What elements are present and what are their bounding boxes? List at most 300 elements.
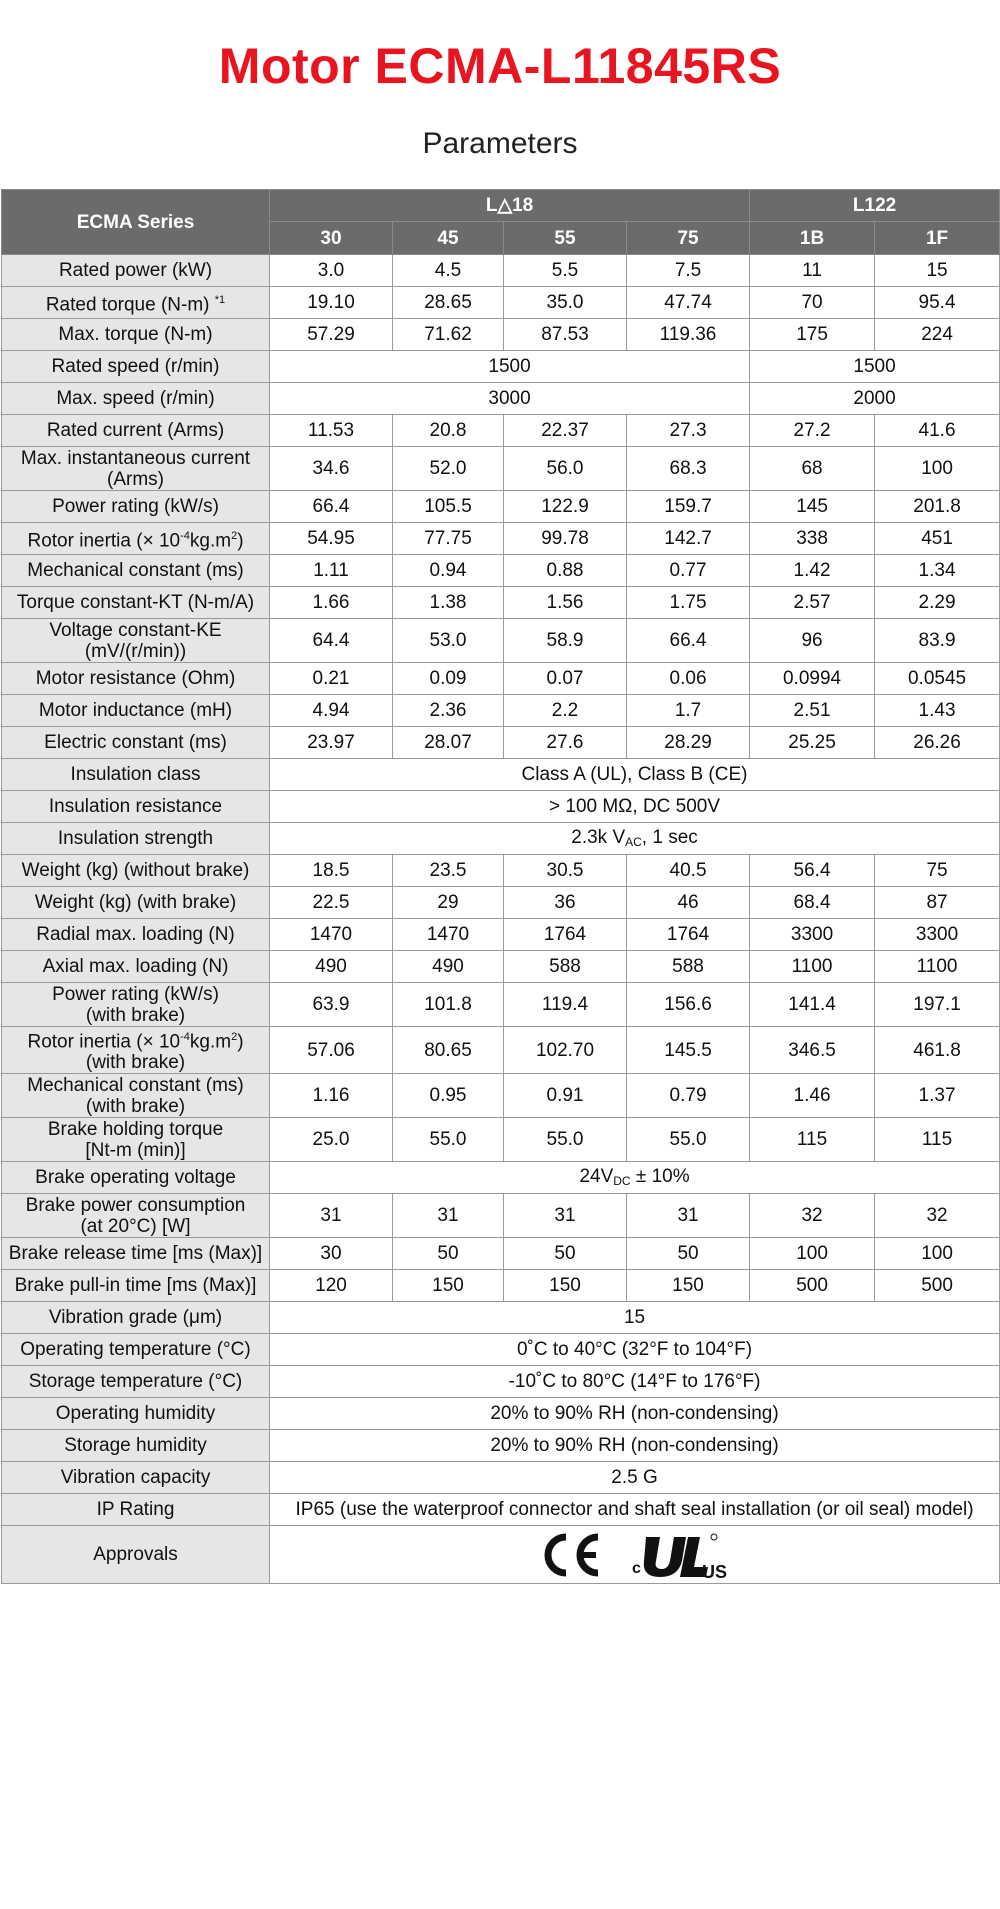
table-cell: 31 — [270, 1194, 393, 1238]
merged-cell-text: 24V — [579, 1166, 614, 1188]
row-label-text: Rated current (Arms) — [46, 420, 225, 441]
merged-cell-text: -10˚C to 80°C (14°F to 176°F) — [508, 1371, 761, 1393]
row-label — [2, 759, 270, 791]
table-cell: 32 — [750, 1194, 875, 1238]
table-cell: 1470 — [270, 919, 393, 951]
table-cell: 35.0 — [504, 287, 627, 319]
table-cell: 2.36 — [393, 695, 504, 727]
group-cell: 1500 — [270, 351, 750, 383]
row-label-text: Motor resistance (Ohm) — [35, 668, 236, 689]
group-cell: 2000 — [750, 383, 1000, 415]
table-cell: 3300 — [750, 919, 875, 951]
table-cell: 451 — [875, 523, 1000, 555]
row-label-text: Vibration grade (μm) — [48, 1307, 223, 1329]
table-row — [2, 1118, 1000, 1162]
row-label — [2, 1430, 270, 1462]
table-row — [2, 1027, 1000, 1074]
row-label — [2, 791, 270, 823]
table-cell: 23.5 — [393, 855, 504, 887]
row-label — [2, 1027, 270, 1074]
table-row — [2, 823, 1000, 855]
row-label — [2, 1302, 270, 1334]
table-cell: 490 — [393, 951, 504, 983]
table-cell: 1.11 — [270, 555, 393, 587]
table-cell: 588 — [504, 951, 627, 983]
table-cell: 28.07 — [393, 727, 504, 759]
model-header: 1B — [750, 222, 875, 255]
table-cell: 100 — [875, 1238, 1000, 1270]
table-cell: 68.3 — [627, 447, 750, 491]
merged-cell-text: 2.5 G — [611, 1467, 658, 1489]
row-label-secondary: (at 20°C) [W] — [80, 1215, 191, 1237]
merged-cell-subscript: DC — [613, 1174, 631, 1189]
table-cell: 119.36 — [627, 319, 750, 351]
table-row — [2, 587, 1000, 619]
table-cell: 19.10 — [270, 287, 393, 319]
row-label — [2, 523, 270, 555]
table-row — [2, 415, 1000, 447]
row-label-text: Storage humidity — [64, 1435, 207, 1457]
table-cell: 201.8 — [875, 491, 1000, 523]
row-label-text: IP Rating — [96, 1499, 175, 1521]
row-label-text: Rated power (kW) — [58, 260, 213, 281]
table-cell: 87.53 — [504, 319, 627, 351]
row-label-secondary: (with brake) — [85, 1095, 186, 1117]
table-cell: 4.5 — [393, 255, 504, 287]
table-cell: 122.9 — [504, 491, 627, 523]
table-cell: 490 — [270, 951, 393, 983]
table-row — [2, 1526, 1000, 1584]
table-cell: 58.9 — [504, 619, 627, 663]
table-cell: 0.79 — [627, 1074, 750, 1118]
table-cell: 63.9 — [270, 983, 393, 1027]
merged-cell-text: Class A (UL), Class B (CE) — [521, 764, 748, 785]
row-label — [2, 1238, 270, 1270]
row-label-text: Torque constant-KT (N-m/A) — [16, 592, 255, 613]
table-cell: 30 — [270, 1238, 393, 1270]
merged-cell-text: 0˚C to 40°C (32°F to 104°F) — [516, 1339, 753, 1361]
table-cell: 2.57 — [750, 587, 875, 619]
table-cell: 0.77 — [627, 555, 750, 587]
table-header — [2, 190, 1000, 255]
table-row — [2, 1074, 1000, 1118]
row-label — [2, 491, 270, 523]
merged-cell — [270, 1162, 1000, 1194]
row-label — [2, 587, 270, 619]
row-label — [2, 919, 270, 951]
row-label-unit: kg.m — [189, 1031, 232, 1053]
row-label-superscript: 2 — [231, 1031, 238, 1043]
row-label — [2, 1494, 270, 1526]
row-label-superscript: *1 — [214, 293, 226, 306]
row-label-text: Mechanical constant (ms) — [27, 1074, 244, 1096]
table-cell: 25.0 — [270, 1118, 393, 1162]
table-row — [2, 555, 1000, 587]
table-cell: 70 — [750, 287, 875, 319]
row-label — [2, 1334, 270, 1366]
table-cell: 2.2 — [504, 695, 627, 727]
table-cell: 50 — [504, 1238, 627, 1270]
table-cell: 46 — [627, 887, 750, 919]
merged-cell-subscript: AC — [625, 835, 642, 849]
table-cell: 150 — [504, 1270, 627, 1302]
row-label-text: Mechanical constant (ms) — [27, 560, 244, 581]
row-label-superscript: -4 — [180, 1031, 190, 1043]
table-cell: 23.97 — [270, 727, 393, 759]
row-label-text: Approvals — [93, 1544, 178, 1566]
merged-cell-text: IP65 (use the waterproof connector and shaft seal installation (or oil seal) model) — [295, 1499, 974, 1521]
table-body — [2, 255, 1000, 1584]
table-cell: 2.51 — [750, 695, 875, 727]
table-cell: 2.29 — [875, 587, 1000, 619]
row-label — [2, 1118, 270, 1162]
table-cell: 40.5 — [627, 855, 750, 887]
table-cell: 71.62 — [393, 319, 504, 351]
table-cell: 500 — [750, 1270, 875, 1302]
merged-cell-suffix: , 1 sec — [641, 827, 698, 848]
row-label — [2, 1526, 270, 1584]
table-cell: 95.4 — [875, 287, 1000, 319]
merged-cell-text: > 100 MΩ, DC 500V — [549, 796, 721, 817]
table-cell: 0.95 — [393, 1074, 504, 1118]
table-cell: 75 — [875, 855, 1000, 887]
table-cell: 1.16 — [270, 1074, 393, 1118]
row-label-unit: kg.m — [189, 530, 232, 552]
merged-cell-suffix: ± 10% — [630, 1166, 690, 1188]
table-cell: 0.91 — [504, 1074, 627, 1118]
table-row — [2, 887, 1000, 919]
table-cell: 56.4 — [750, 855, 875, 887]
row-label — [2, 1462, 270, 1494]
row-label-text: Rated torque (N-m) — [45, 294, 215, 316]
table-cell: 150 — [627, 1270, 750, 1302]
table-cell: 11 — [750, 255, 875, 287]
ce-mark-icon — [540, 1531, 604, 1579]
table-cell: 57.29 — [270, 319, 393, 351]
table-cell: 57.06 — [270, 1027, 393, 1074]
row-label — [2, 951, 270, 983]
row-label — [2, 887, 270, 919]
ul-listed-mark-icon — [630, 1531, 730, 1579]
table-cell: 1.75 — [627, 587, 750, 619]
table-cell: 150 — [393, 1270, 504, 1302]
table-row — [2, 351, 1000, 383]
table-cell: 31 — [627, 1194, 750, 1238]
row-label — [2, 255, 270, 287]
row-label-superscript: 2 — [231, 529, 238, 542]
merged-cell — [270, 823, 1000, 855]
row-label — [2, 1270, 270, 1302]
table-cell: 101.8 — [393, 983, 504, 1027]
row-label-text: Storage temperature (°C) — [28, 1371, 243, 1393]
row-label — [2, 447, 270, 491]
table-cell: 77.75 — [393, 523, 504, 555]
table-cell: 27.6 — [504, 727, 627, 759]
table-row — [2, 1398, 1000, 1430]
table-cell: 53.0 — [393, 619, 504, 663]
table-cell: 32 — [875, 1194, 1000, 1238]
row-label — [2, 415, 270, 447]
table-cell: 99.78 — [504, 523, 627, 555]
row-label-text: Insulation class — [70, 764, 201, 785]
merged-cell-text: 15 — [623, 1307, 646, 1329]
table-cell: 0.09 — [393, 663, 504, 695]
table-cell: 5.5 — [504, 255, 627, 287]
table-row — [2, 1302, 1000, 1334]
row-label-text: Operating humidity — [55, 1403, 216, 1425]
table-cell: 500 — [875, 1270, 1000, 1302]
row-label — [2, 383, 270, 415]
table-cell: 105.5 — [393, 491, 504, 523]
table-row — [2, 447, 1000, 491]
model-header: 1F — [875, 222, 1000, 255]
table-cell: 54.95 — [270, 523, 393, 555]
row-label-secondary: (with brake) — [85, 1004, 186, 1026]
table-cell: 55.0 — [627, 1118, 750, 1162]
table-row — [2, 663, 1000, 695]
row-label-superscript: -4 — [180, 529, 190, 542]
table-cell: 1.38 — [393, 587, 504, 619]
table-cell: 1100 — [875, 951, 1000, 983]
table-cell: 55.0 — [393, 1118, 504, 1162]
row-label-text: Operating temperature (°C) — [20, 1339, 251, 1361]
approvals-cell — [270, 1526, 1000, 1584]
table-row — [2, 1270, 1000, 1302]
table-cell: 1.37 — [875, 1074, 1000, 1118]
table-row — [2, 727, 1000, 759]
table-cell: 68.4 — [750, 887, 875, 919]
row-label-text: Brake operating voltage — [35, 1167, 236, 1189]
table-cell: 41.6 — [875, 415, 1000, 447]
row-label — [2, 1366, 270, 1398]
row-label — [2, 555, 270, 587]
table-cell: 3300 — [875, 919, 1000, 951]
table-cell: 120 — [270, 1270, 393, 1302]
table-row — [2, 1194, 1000, 1238]
row-label — [2, 983, 270, 1027]
table-cell: 96 — [750, 619, 875, 663]
table-cell: 1.34 — [875, 555, 1000, 587]
table-cell: 83.9 — [875, 619, 1000, 663]
row-label — [2, 319, 270, 351]
table-cell: 1.43 — [875, 695, 1000, 727]
table-cell: 11.53 — [270, 415, 393, 447]
table-cell: 1470 — [393, 919, 504, 951]
merged-cell — [270, 759, 1000, 791]
table-row — [2, 1366, 1000, 1398]
row-label-text: Rotor inertia (× 10 — [27, 530, 181, 552]
merged-cell-text: 2.3k V — [571, 827, 626, 848]
table-row — [2, 759, 1000, 791]
table-cell: 31 — [393, 1194, 504, 1238]
table-cell: 588 — [627, 951, 750, 983]
model-header: 75 — [627, 222, 750, 255]
table-row — [2, 1238, 1000, 1270]
table-row — [2, 1430, 1000, 1462]
table-row — [2, 919, 1000, 951]
group-header: L122 — [750, 190, 1000, 222]
row-label — [2, 1162, 270, 1194]
row-label-text: Power rating (kW/s) — [52, 983, 219, 1005]
table-cell: 7.5 — [627, 255, 750, 287]
row-label-text: Brake pull-in time [ms (Max)] — [14, 1275, 257, 1297]
row-label-secondary: [Nt-m (min)] — [85, 1139, 186, 1161]
row-label-text: Brake power consumption — [25, 1194, 246, 1216]
table-row — [2, 287, 1000, 319]
table-cell: 80.65 — [393, 1027, 504, 1074]
svg-text:US: US — [701, 1561, 727, 1579]
merged-cell — [270, 791, 1000, 823]
table-cell: 145.5 — [627, 1027, 750, 1074]
table-cell: 142.7 — [627, 523, 750, 555]
row-label-text: Max. instantaneous current (Arms) — [20, 447, 251, 490]
table-cell: 115 — [750, 1118, 875, 1162]
row-label-text: Brake holding torque — [47, 1118, 224, 1140]
table-cell: 461.8 — [875, 1027, 1000, 1074]
row-label-text: Motor inductance (mH) — [38, 700, 233, 721]
row-label — [2, 1398, 270, 1430]
row-label — [2, 1074, 270, 1118]
row-label-text: Max. speed (r/min) — [56, 388, 215, 409]
page-title: Motor ECMA-L11845RS — [218, 38, 782, 94]
table-cell: 1.46 — [750, 1074, 875, 1118]
row-label-end: ) — [237, 1031, 244, 1053]
group-cell: 3000 — [270, 383, 750, 415]
table-cell: 1100 — [750, 951, 875, 983]
table-cell: 1.7 — [627, 695, 750, 727]
row-label — [2, 695, 270, 727]
page-subtitle: Parameters — [422, 127, 578, 160]
table-cell: 119.4 — [504, 983, 627, 1027]
svg-text:c: c — [631, 1559, 641, 1577]
table-row — [2, 791, 1000, 823]
row-label — [2, 727, 270, 759]
merged-cell — [270, 1302, 1000, 1334]
table-cell: 22.37 — [504, 415, 627, 447]
group-header: L△18 — [270, 190, 750, 222]
model-header: 30 — [270, 222, 393, 255]
table-cell: 115 — [875, 1118, 1000, 1162]
row-label-text: Electric constant (ms) — [44, 732, 227, 753]
row-label-text: Radial max. loading (N) — [36, 924, 235, 945]
row-label-text: Insulation strength — [57, 828, 214, 849]
table-cell: 36 — [504, 887, 627, 919]
table-cell: 66.4 — [627, 619, 750, 663]
row-label — [2, 619, 270, 663]
table-cell: 0.06 — [627, 663, 750, 695]
row-label-text: Rated speed (r/min) — [51, 356, 220, 377]
table-cell: 159.7 — [627, 491, 750, 523]
model-header: 55 — [504, 222, 627, 255]
table-cell: 100 — [750, 1238, 875, 1270]
table-row — [2, 491, 1000, 523]
table-row — [2, 1334, 1000, 1366]
spec-table — [1, 189, 1000, 1584]
table-cell: 28.65 — [393, 287, 504, 319]
table-cell: 15 — [875, 255, 1000, 287]
table-cell: 102.70 — [504, 1027, 627, 1074]
row-label-text: Weight (kg) (with brake) — [34, 892, 237, 913]
merged-cell — [270, 1334, 1000, 1366]
merged-cell — [270, 1398, 1000, 1430]
table-cell: 0.0994 — [750, 663, 875, 695]
table-cell: 87 — [875, 887, 1000, 919]
table-row — [2, 255, 1000, 287]
table-cell: 1764 — [627, 919, 750, 951]
table-cell: 26.26 — [875, 727, 1000, 759]
table-cell: 338 — [750, 523, 875, 555]
merged-cell-text: 20% to 90% RH (non-condensing) — [490, 1435, 779, 1457]
table-cell: 25.25 — [750, 727, 875, 759]
row-label-text: Weight (kg) (without brake) — [21, 860, 250, 881]
table-cell: 0.07 — [504, 663, 627, 695]
table-row — [2, 983, 1000, 1027]
table-cell: 3.0 — [270, 255, 393, 287]
table-cell: 0.88 — [504, 555, 627, 587]
table-cell: 141.4 — [750, 983, 875, 1027]
table-row — [2, 319, 1000, 351]
merged-cell — [270, 1366, 1000, 1398]
row-label-end: ) — [237, 530, 244, 552]
group-cell: 1500 — [750, 351, 1000, 383]
table-cell: 1.42 — [750, 555, 875, 587]
table-cell: 56.0 — [504, 447, 627, 491]
table-cell: 100 — [875, 447, 1000, 491]
model-header: 45 — [393, 222, 504, 255]
table-cell: 1764 — [504, 919, 627, 951]
table-cell: 346.5 — [750, 1027, 875, 1074]
row-label-secondary: (with brake) — [85, 1052, 186, 1074]
merged-cell — [270, 1494, 1000, 1526]
row-label — [2, 663, 270, 695]
table-cell: 20.8 — [393, 415, 504, 447]
row-label-text: Brake release time [ms (Max)] — [8, 1243, 263, 1265]
table-cell: 50 — [627, 1238, 750, 1270]
row-label — [2, 1194, 270, 1238]
table-cell: 1.56 — [504, 587, 627, 619]
table-row — [2, 1162, 1000, 1194]
table-row — [2, 951, 1000, 983]
table-cell: 18.5 — [270, 855, 393, 887]
row-label-text: Insulation resistance — [48, 796, 223, 817]
row-label — [2, 823, 270, 855]
row-label — [2, 351, 270, 383]
table-cell: 175 — [750, 319, 875, 351]
merged-cell — [270, 1430, 1000, 1462]
row-label-text: Axial max. loading (N) — [42, 956, 229, 977]
table-cell: 224 — [875, 319, 1000, 351]
table-row — [2, 619, 1000, 663]
table-cell: 22.5 — [270, 887, 393, 919]
table-cell: 4.94 — [270, 695, 393, 727]
table-cell: 64.4 — [270, 619, 393, 663]
table-cell: 0.21 — [270, 663, 393, 695]
row-label-text: Vibration capacity — [60, 1467, 211, 1489]
table-row — [2, 523, 1000, 555]
row-label-text: Max. torque (N-m) — [58, 324, 213, 345]
table-cell: 52.0 — [393, 447, 504, 491]
row-label-text: Voltage constant-KE (mV/(r/min)) — [49, 619, 222, 662]
table-cell: 50 — [393, 1238, 504, 1270]
table-row — [2, 383, 1000, 415]
series-header: ECMA Series — [2, 190, 270, 255]
row-label-text: Rotor inertia (× 10 — [27, 1031, 181, 1053]
table-cell: 0.0545 — [875, 663, 1000, 695]
table-cell: 68 — [750, 447, 875, 491]
row-label — [2, 287, 270, 319]
table-cell: 31 — [504, 1194, 627, 1238]
table-cell: 1.66 — [270, 587, 393, 619]
